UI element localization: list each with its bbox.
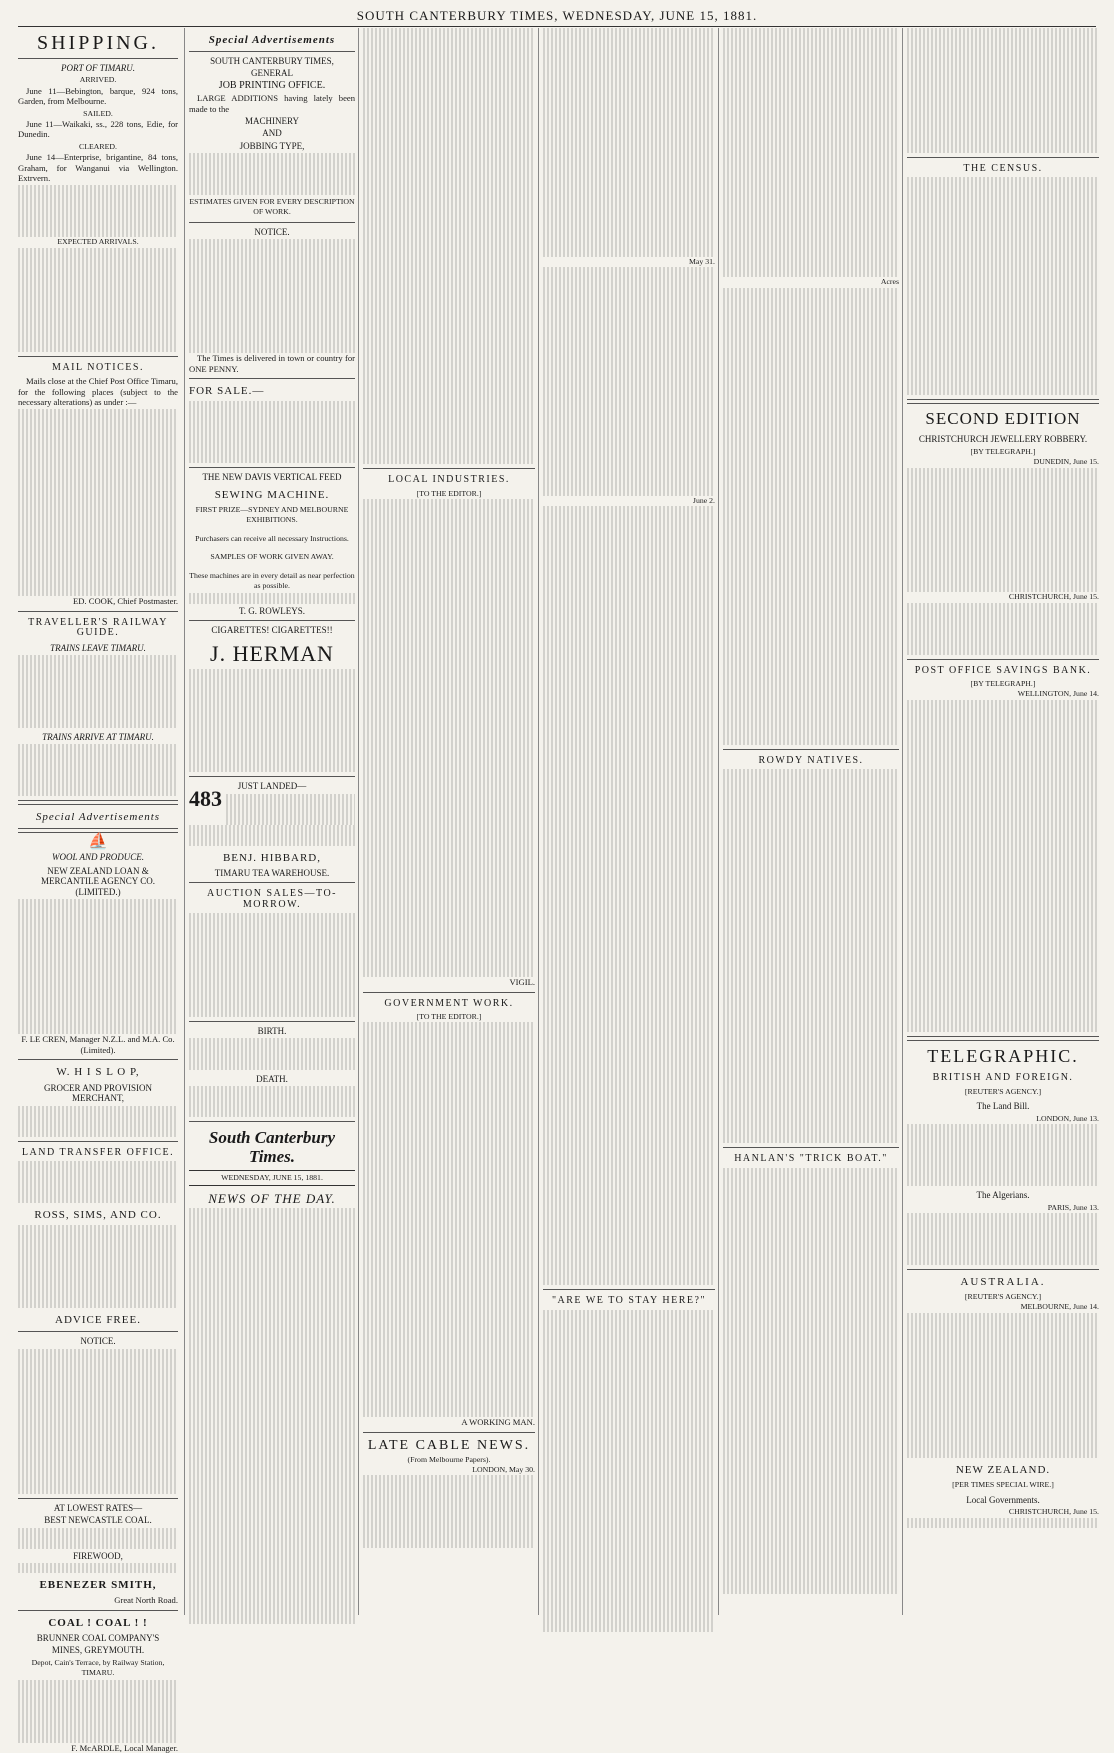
- algerians: The Algerians.: [976, 1190, 1030, 1201]
- first-prize: FIRST PRIZE—SYDNEY AND MELBOURNE EXHIBITIONS.: [195, 504, 349, 525]
- vigil-sign: VIGIL.: [509, 977, 535, 988]
- expected-label: EXPECTED ARRIVALS.: [57, 237, 139, 247]
- column-5: [718, 28, 903, 1615]
- death-heading: DEATH.: [256, 1073, 288, 1084]
- local-industries: LOCAL INDUSTRIES.: [388, 474, 510, 486]
- benj-hibbard: BENJ. HIBBARD,: [222, 851, 322, 864]
- tea-warehouse: TIMARU TEA WAREHOUSE.: [214, 867, 330, 878]
- land-bill: The Land Bill.: [976, 1101, 1030, 1112]
- reuters-1: [REUTER'S AGENCY.]: [964, 1086, 1042, 1096]
- ebenezer-address: Great North Road.: [114, 1595, 178, 1606]
- nz-loan-heading: NEW ZEALAND LOAN & MERCANTILE AGENCY CO. (LIMITED.): [41, 865, 155, 897]
- jobbing-type: JOBBING TYPE,: [239, 140, 305, 151]
- and: AND: [262, 128, 282, 139]
- may-31: May 31.: [689, 256, 715, 266]
- trains-leave: TRAINS LEAVE TIMARU.: [50, 642, 146, 653]
- just-landed: JUST LANDED—: [237, 781, 307, 792]
- second-edition: SECOND EDITION: [925, 409, 1081, 429]
- rowleys: T. G. ROWLEYS.: [238, 605, 306, 616]
- price: The Times is delivered in town or country for ONE PENNY.: [189, 353, 355, 374]
- mail-intro: Mails close at the Chief Post Office Timaru, for the following places (subject to the necessary alterations) as under :—: [18, 376, 178, 407]
- june-2: June 2.: [692, 495, 715, 505]
- government-work: GOVERNMENT WORK.: [384, 997, 514, 1009]
- ship-icon: ⛵: [88, 833, 108, 851]
- late-cable-news: LATE CABLE NEWS.: [367, 1437, 531, 1453]
- railway-guide: TRAVELLER'S RAILWAY GUIDE.: [28, 616, 168, 639]
- cigarettes: CIGARETTES! CIGARETTES!!: [211, 625, 333, 636]
- to-editor-2: [TO THE EDITOR.]: [416, 1012, 482, 1021]
- cleared-label: CLEARED.: [79, 141, 117, 151]
- trains-arrive: TRAINS ARRIVE AT TIMARU.: [42, 731, 154, 742]
- london-june13: LONDON, June 13.: [1036, 1113, 1099, 1123]
- herman: J. HERMAN: [210, 640, 334, 666]
- column-2: [184, 28, 359, 1615]
- job-printing: JOB PRINTING OFFICE.: [218, 79, 326, 91]
- mines: MINES, GREYMOUTH.: [51, 1645, 145, 1656]
- special-ads-heading-2: Special Advertisements: [208, 34, 336, 46]
- firewood: FIREWOOD,: [73, 1550, 123, 1561]
- lowest-rates: AT LOWEST RATES—: [53, 1502, 143, 1513]
- melbourne-date: MELBOURNE, June 14.: [1020, 1302, 1099, 1312]
- masthead: SOUTH CANTERBURY TIMES, WEDNESDAY, JUNE 15, 1881.: [356, 8, 758, 23]
- per-times-wire: [PER TIMES SPECIAL WIRE.]: [952, 1480, 1054, 1490]
- new-zealand: NEW ZEALAND.: [955, 1464, 1051, 1477]
- by-telegraph-1: [BY TELEGRAPH.]: [970, 446, 1036, 456]
- brunner: BRUNNER COAL COMPANY'S: [36, 1632, 160, 1643]
- davis-feed: THE NEW DAVIS VERTICAL FEED: [202, 472, 342, 483]
- notice-heading: NOTICE.: [80, 1336, 116, 1347]
- savings-bank: POST OFFICE SAVINGS BANK.: [914, 664, 1092, 676]
- column-3: [358, 28, 539, 1615]
- advice-free: ADVICE FREE.: [55, 1314, 141, 1327]
- from-melbourne: (From Melbourne Papers).: [407, 1454, 491, 1464]
- perfection: These machines are in every detail as near perfection as possible.: [189, 570, 355, 590]
- general: GENERAL: [251, 68, 293, 79]
- birth-heading: BIRTH.: [257, 1025, 287, 1036]
- mail-signed: ED. COOK, Chief Postmaster.: [72, 596, 178, 607]
- coal-heading: COAL ! COAL ! !: [48, 1616, 148, 1629]
- mail-heading: MAIL NOTICES.: [52, 361, 144, 373]
- hislop-name: W. H I S L O P,: [56, 1066, 140, 1079]
- newcastle-coal: BEST NEWCASTLE COAL.: [44, 1515, 152, 1526]
- paper-name: South Canterbury Times.: [208, 1128, 336, 1167]
- estimates: ESTIMATES GIVEN FOR EVERY DESCRIPTION OF WORK.: [189, 196, 355, 217]
- news-of-the-day: NEWS OF THE DAY.: [208, 1191, 336, 1207]
- sailed-text: June 11—Waikaki, ss., 228 tons, Edie, for Dunedin.: [18, 119, 178, 140]
- christchurch-date: CHRISTCHURCH, June 15.: [1008, 592, 1099, 602]
- paper-date: WEDNESDAY, JUNE 15, 1881.: [189, 1170, 355, 1186]
- nz-loan-sign: F. LE CREN, Manager N.Z.L. and M.A. Co. (Limited).: [21, 1034, 175, 1055]
- ross-sims: ROSS, SIMS, AND CO.: [34, 1208, 162, 1221]
- port-heading: PORT OF TIMARU.: [60, 63, 136, 73]
- notice-2: NOTICE.: [254, 226, 290, 237]
- hanlans-trick-boat: HANLAN'S "TRICK BOAT.": [734, 1153, 888, 1165]
- auction-sales: AUCTION SALES—TO-MORROW.: [206, 888, 338, 910]
- sct-name: SOUTH CANTERBURY TIMES,: [210, 56, 334, 66]
- grocer: GROCER AND PROVISION MERCHANT,: [43, 1083, 152, 1104]
- land-transfer: LAND TRANSFER OFFICE.: [21, 1147, 175, 1159]
- census-heading: THE CENSUS.: [963, 162, 1043, 174]
- ebenezer-smith: EBENEZER SMITH,: [39, 1579, 157, 1592]
- column-4: [538, 28, 719, 1615]
- samples: SAMPLES OF WORK GIVEN AWAY.: [210, 552, 334, 562]
- sewing-machine: SEWING MACHINE.: [214, 488, 330, 501]
- telegraphic: TELEGRAPHIC.: [927, 1046, 1079, 1067]
- column-1: [18, 28, 182, 1753]
- machinery: MACHINERY: [244, 116, 299, 127]
- local-governments: Local Governments.: [966, 1494, 1040, 1505]
- rowdy-natives: ROWDY NATIVES.: [758, 754, 864, 766]
- for-sale: FOR SALE.—: [189, 385, 265, 398]
- instructions: Purchasers can receive all necessary Instructions.: [195, 533, 349, 543]
- dunedin-date: DUNEDIN, June 15.: [1033, 457, 1099, 467]
- australia: AUSTRALIA.: [960, 1276, 1046, 1289]
- wool-heading: WOOL AND PRODUCE.: [52, 851, 144, 862]
- christchurch-june15: CHRISTCHURCH, June 15.: [1008, 1507, 1099, 1517]
- depot: Depot, Cain's Terrace, by Railway Station, TIMARU.: [31, 1657, 165, 1677]
- special-ads-heading: Special Advertisements: [35, 811, 161, 824]
- to-editor-1: [TO THE EDITOR.]: [416, 488, 482, 498]
- by-telegraph-2: [BY TELEGRAPH.]: [970, 678, 1036, 688]
- arrived-text: June 11—Bebington, barque, 924 tons, Garden, from Melbourne.: [18, 85, 178, 107]
- cleared-text: June 14—Enterprise, brigantine, 84 tons, Graham, for Wanganui via Wellington. Extrvern.: [18, 152, 178, 184]
- arrived-label: ARRIVED.: [79, 75, 117, 85]
- paris-june13: PARIS, June 13.: [1047, 1202, 1099, 1212]
- large-additions: LARGE ADDITIONS having lately been made to the: [189, 93, 355, 114]
- column-6: [902, 28, 1103, 1615]
- british-foreign: BRITISH AND FOREIGN.: [932, 1072, 1074, 1084]
- shipping-heading: SHIPPING.: [36, 32, 160, 54]
- masthead-rule: [18, 26, 1096, 27]
- sailed-label: SAILED.: [83, 108, 113, 118]
- acres-label: Acres: [880, 277, 899, 287]
- packages-number: 483: [189, 785, 222, 811]
- stay-here-heading: "ARE WE TO STAY HERE?": [551, 1295, 707, 1307]
- london-date: LONDON, May 30.: [472, 1465, 535, 1475]
- reuters-2: [REUTER'S AGENCY.]: [964, 1292, 1042, 1302]
- jewellery-robbery: CHRISTCHURCH JEWELLERY ROBBERY.: [918, 434, 1088, 445]
- working-man-sign: A WORKING MAN.: [461, 1417, 535, 1428]
- wellington-date: WELLINGTON, June 14.: [1017, 689, 1099, 699]
- brunner-sign: F. McARDLE, Local Manager.: [71, 1742, 178, 1753]
